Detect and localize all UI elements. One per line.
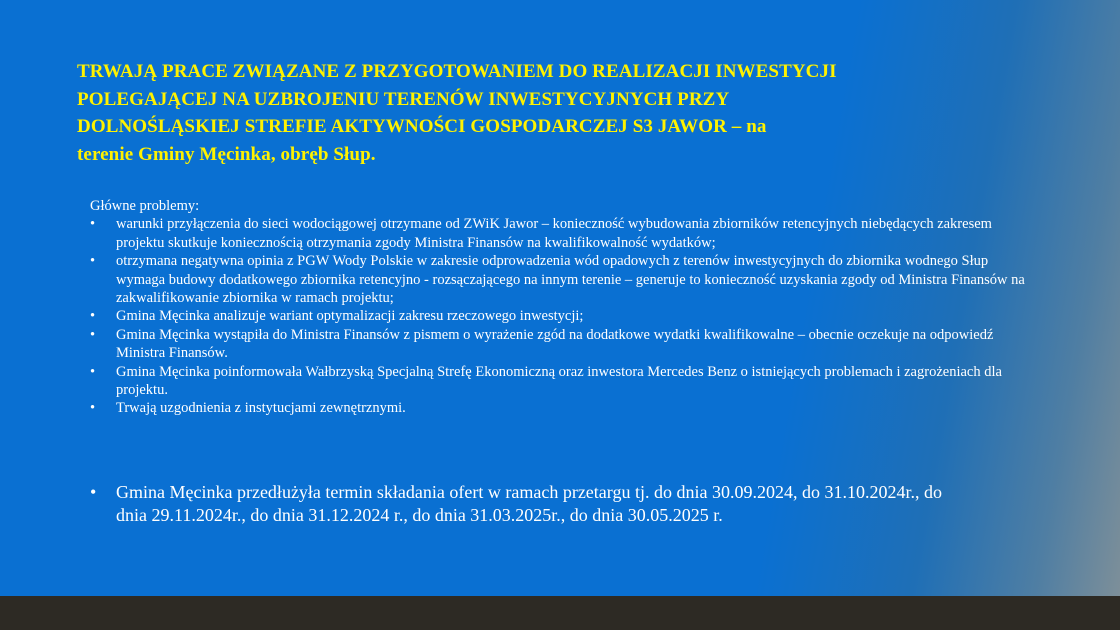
bullet-icon: •: [90, 216, 96, 233]
list-item: [90, 252, 1035, 307]
list-item: [90, 399, 1035, 417]
bullet-icon: •: [90, 326, 96, 343]
list-item: [90, 326, 1035, 363]
problems-section: [90, 197, 1035, 418]
bullet-icon: •: [90, 400, 96, 417]
deadline-extension-note: [90, 481, 950, 526]
footer-bar: [0, 596, 1120, 630]
title-line-2: POLEGAJĄCEJ NA UZBROJENIU TERENÓW INWESTYCYJNYCH PRZY: [77, 88, 730, 110]
list-item: [90, 215, 1035, 252]
problem-text: Gmina Męcinka analizuje wariant optymalizacji zakresu rzeczowego inwestycji;: [116, 308, 584, 325]
title-line-1: TRWAJĄ PRACE ZWIĄZANE Z PRZYGOTOWANIEM DO REALIZACJI INWESTYCJI: [77, 61, 837, 82]
title-line-4: terenie Gminy Męcinka, obręb Słup.: [77, 143, 376, 165]
list-item: [90, 481, 950, 526]
problems-list: [90, 215, 1035, 417]
problem-text: Gmina Męcinka poinformowała Wałbrzyską Specjalną Strefę Ekonomiczną oraz inwestora Mercedes Benz o istniejących problemach i zagrożeniach dla projektu.: [116, 363, 1002, 399]
bullet-icon: •: [90, 363, 96, 380]
slide-title: [77, 58, 1037, 168]
final-note-text: Gmina Męcinka przedłużyła termin składania ofert w ramach przetargu tj. do dnia 30.09.2024, do 31.10.2024r., do dnia 29.11.2024r., do dnia 31.12.2024 r., do dnia 31.03.2025r., do dnia 30.05.2025 r.: [116, 482, 942, 525]
problem-text: Trwają uzgodnienia z instytucjami zewnętrznymi.: [116, 400, 406, 417]
bullet-icon: •: [90, 482, 97, 502]
problems-heading: Główne problemy:: [90, 198, 200, 214]
list-item: [90, 363, 1035, 400]
title-line-3: DOLNOŚLĄSKIEJ STREFIE AKTYWNOŚCI GOSPODARCZEJ S3 JAWOR – na: [77, 116, 767, 137]
problem-text: otrzymana negatywna opinia z PGW Wody Polskie w zakresie odprowadzenia wód opadowych z terenów inwestycyjnych do zbiornika wodnego Słup wymaga budowy dodatkowego zbiornika retencyjno - rozsączającego na innym terenie – generuje to konieczność uzyskania zgody od Ministra Finansów na zakwalifikowanie zbiornika w ramach projektu;: [116, 253, 1025, 307]
bullet-icon: •: [90, 308, 96, 325]
problem-text: Gmina Męcinka wystąpiła do Ministra Finansów z pismem o wyrażenie zgód na dodatkowe wydatki kwalifikowalne – obecnie oczekuje na odpowiedź Ministra Finansów.: [116, 326, 994, 362]
problem-text: warunki przyłączenia do sieci wodociągowej otrzymane od ZWiK Jawor – konieczność wybudowania zbiorników retencyjnych niebędących zakresem projektu skutkuje koniecznością otrzymania zgody Ministra Finansów na kwalifikowalność wydatków;: [116, 216, 992, 251]
bullet-icon: •: [90, 253, 96, 270]
list-item: [90, 307, 1035, 325]
